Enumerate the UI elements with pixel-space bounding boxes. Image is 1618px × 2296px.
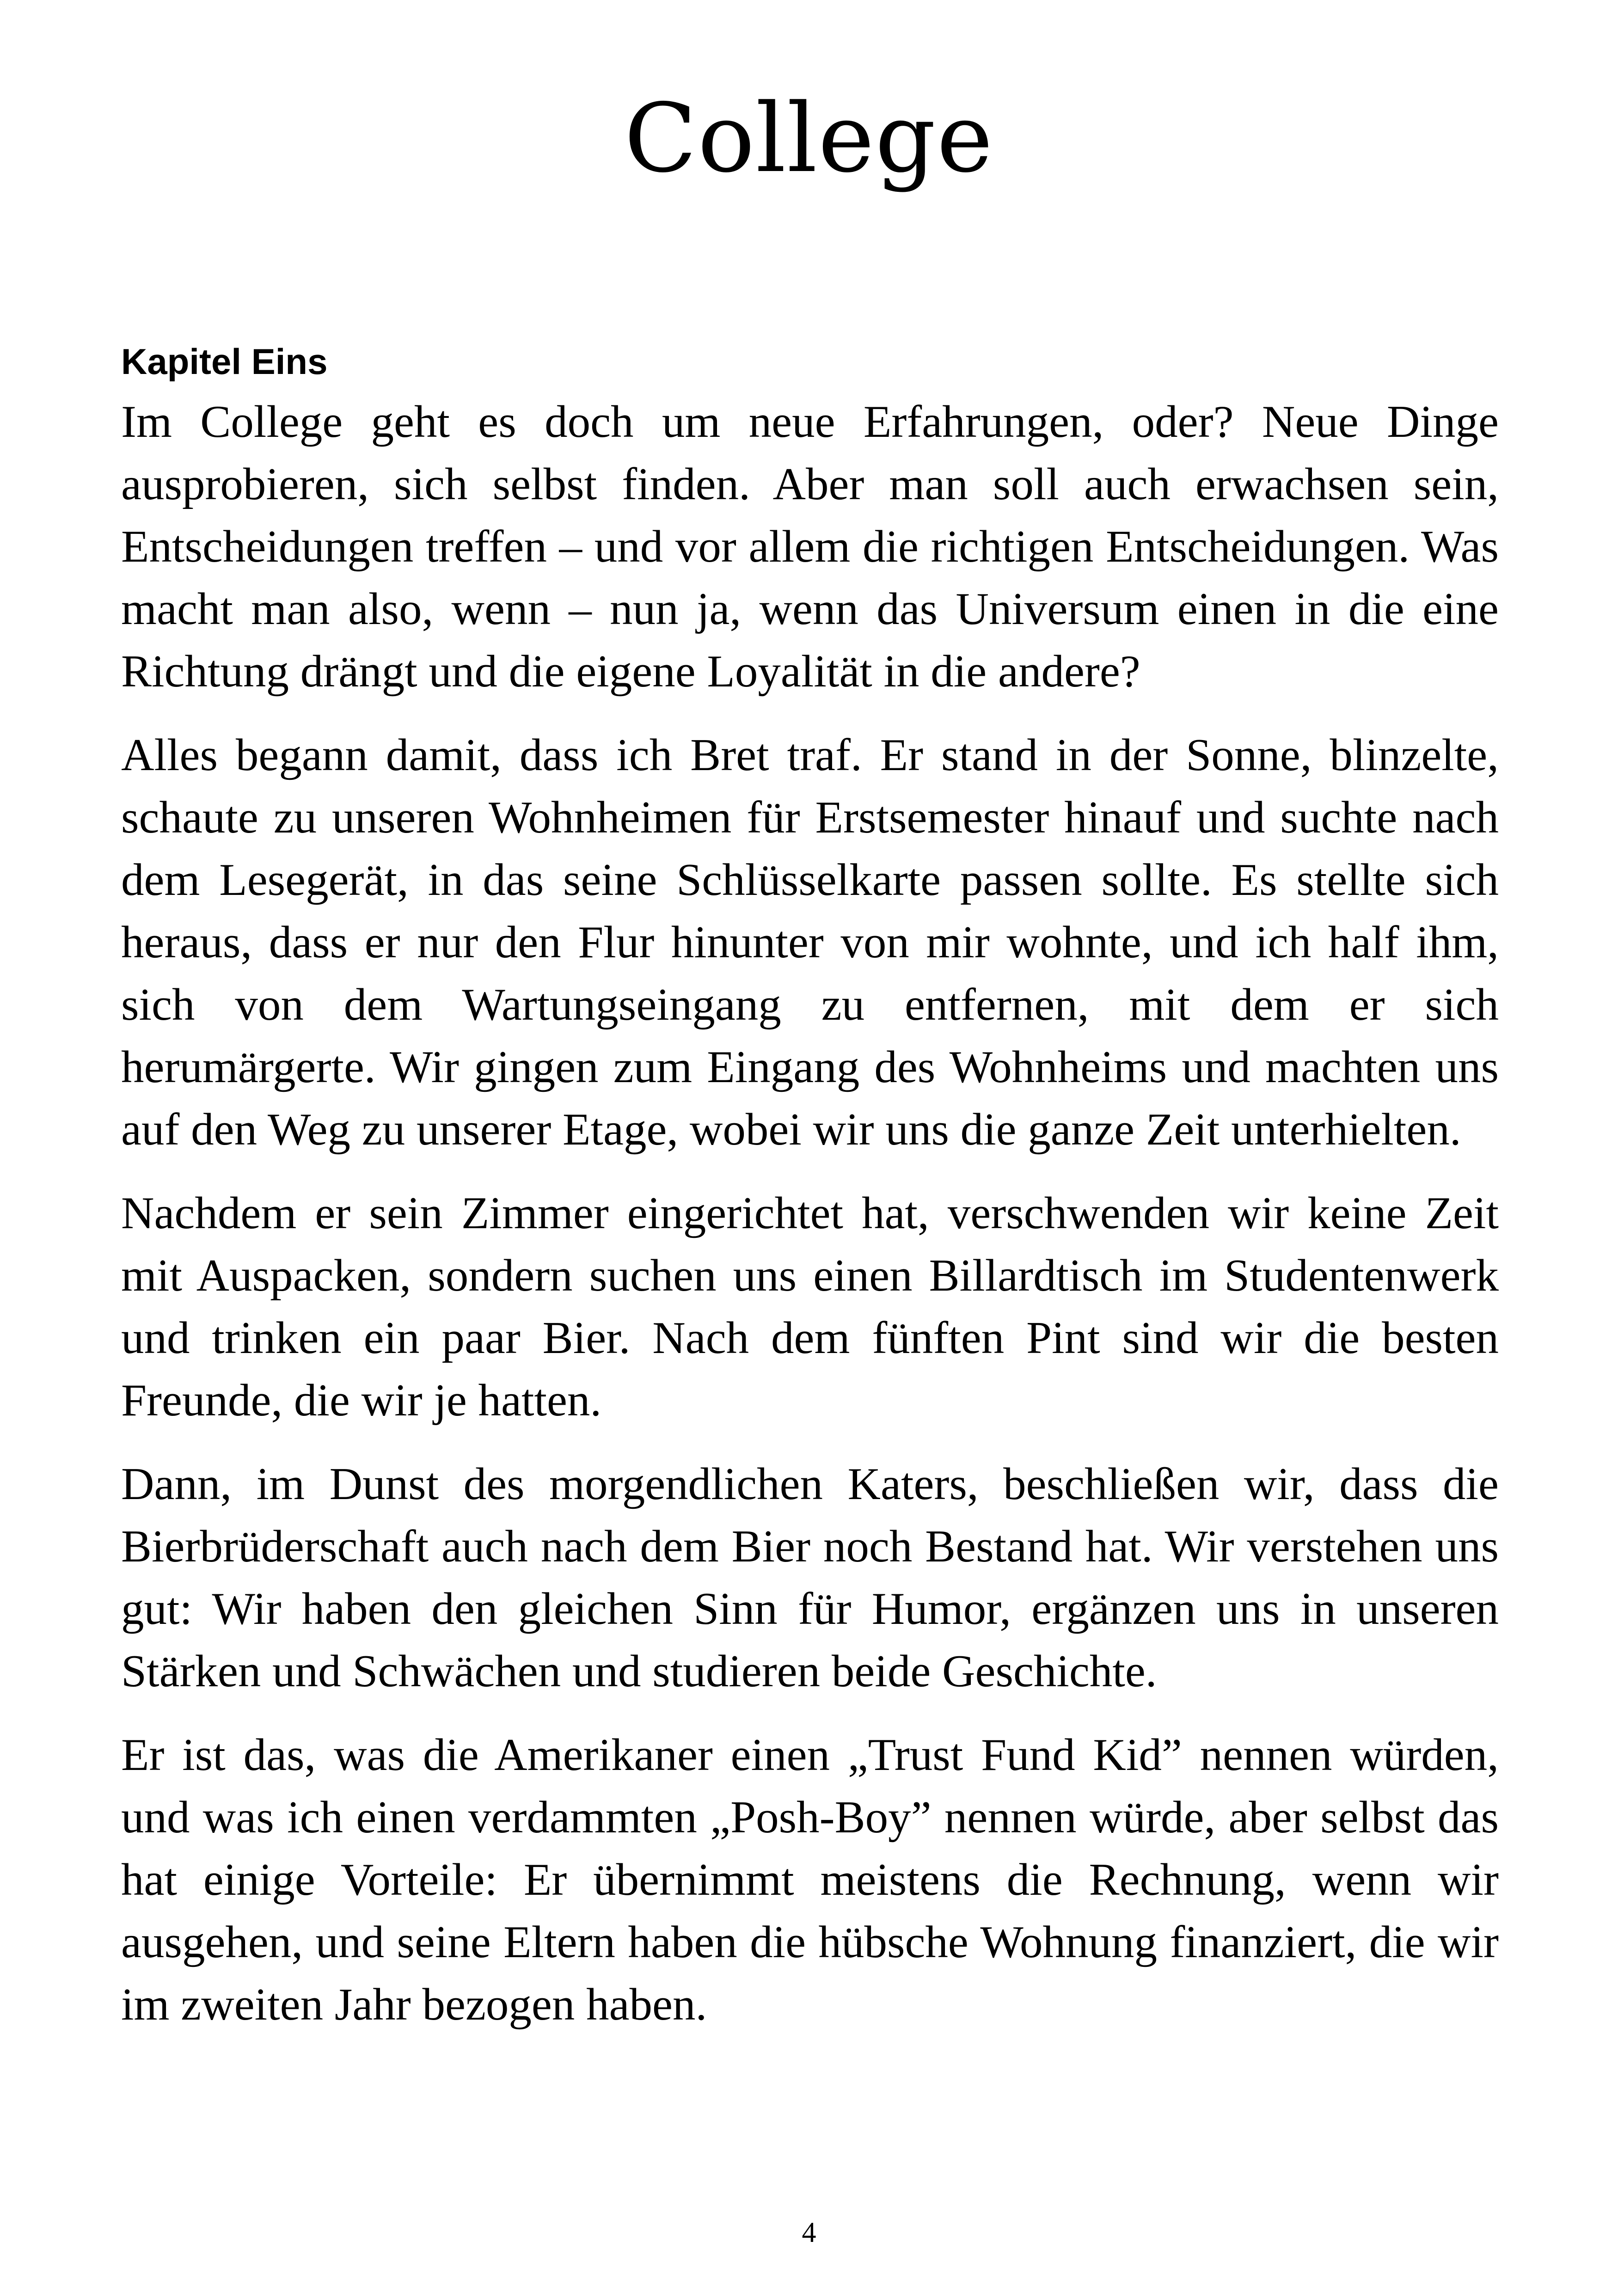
paragraph-3: Nachdem er sein Zimmer eingerichtet hat, verschwenden wir keine Zeit mit Auspacken, sondern suchen uns einen Billardtisch im Studentenwerk und trinken ein paar Bier. Nach dem fünften Pint sind wir die besten Freunde, die wir je hatten. [121,1188,1499,1426]
paragraph-5: Er ist das, was die Amerikaner einen „Trust Fund Kid” nennen würden, und was ich einen verdammten „Posh-Boy” nennen würde, aber selbst das hat einige Vorteile: Er übernimmt meistens die Rechnung, wenn wir ausgehen, und seine Eltern haben die hübsche Wohnung finanziert, die wir im zweiten Jahr bezogen haben. [121,1730,1499,2030]
document-title: College [624,84,994,194]
chapter-heading: Kapitel Eins [121,341,328,382]
paragraph-4: Dann, im Dunst des morgendlichen Katers, beschließen wir, dass die Bierbrüderschaft auch nach dem Bier noch Bestand hat. Wir verstehen uns gut: Wir haben den gleichen Sinn für Humor, ergänzen uns in unseren Stärken und Schwächen und studieren beide Geschichte. [121,1459,1499,1696]
page-number: 4 [802,2217,816,2248]
document-body [121,333,1499,2057]
paragraph-2: Alles begann damit, dass ich Bret traf. Er stand in der Sonne, blinzelte, schaute zu unseren Wohnheimen für Erstsemester hinauf und suchte nach dem Lesegerät, in das seine Schlüsselkarte passen sollte. Es stellte sich heraus, dass er nur den Flur hinunter von mir wohnte, und ich half ihm, sich von dem Wartungseingang zu entfernen, mit dem er sich herumärgerte. Wir gingen zum Eingang des Wohnheims und machten uns auf den Weg zu unserer Etage, wobei wir uns die ganze Zeit unterhielten. [121,730,1499,1155]
paragraph-1: Im College geht es doch um neue Erfahrungen, oder? Neue Dinge ausprobieren, sich selbst finden. Aber man soll auch erwachsen sein, Entscheidungen treffen – und vor allem die richtigen Entscheidungen. Was macht man also, wenn – nun ja, wenn das Universum einen in die eine Richtung drängt und die eigene Loyalität in die andere? [121,397,1499,697]
